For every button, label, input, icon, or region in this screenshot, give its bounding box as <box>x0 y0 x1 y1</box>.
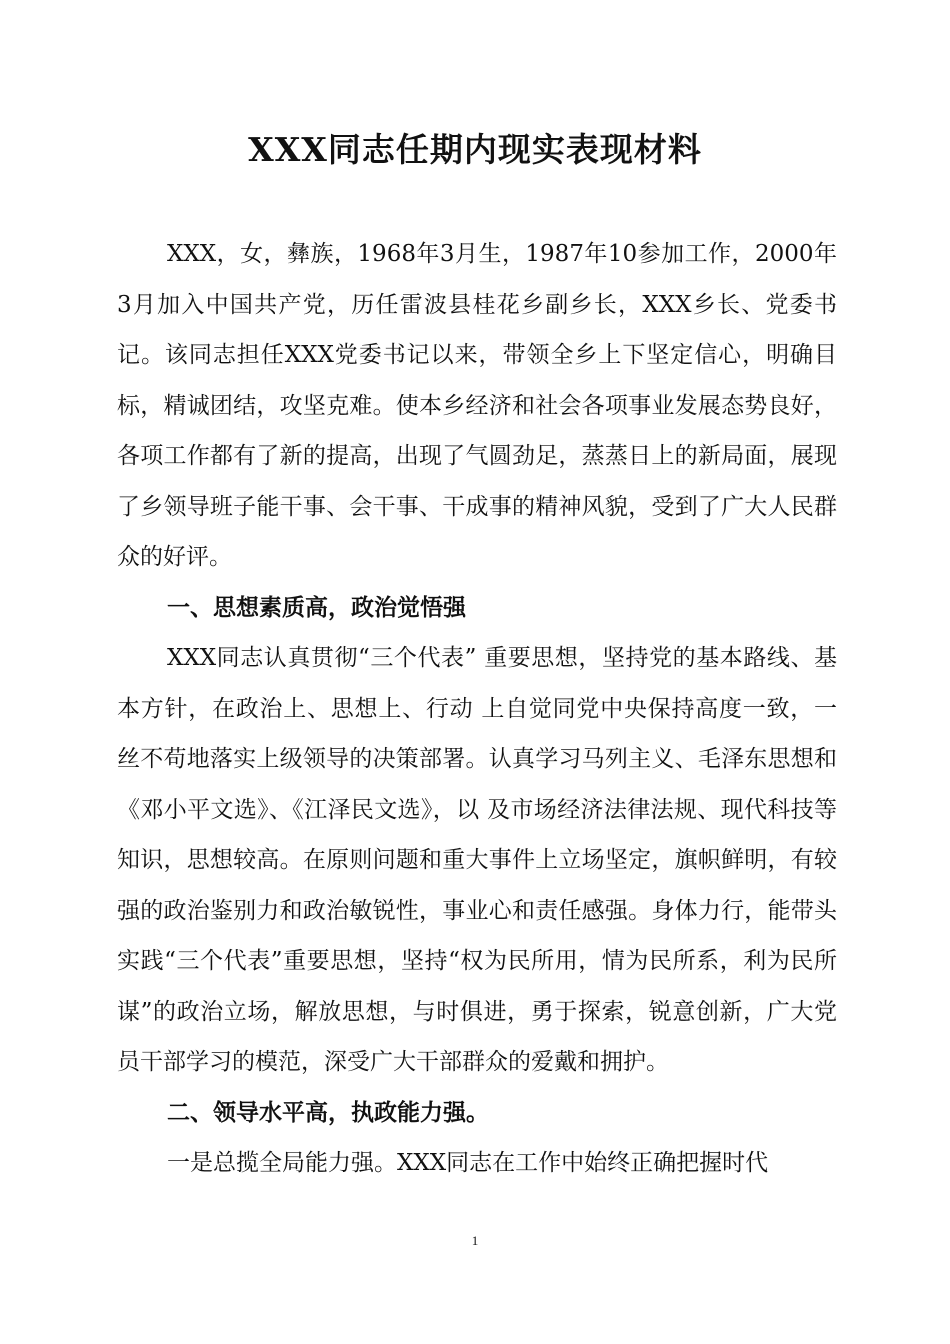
page-number: 1 <box>471 1233 479 1248</box>
intro-paragraph: XXX，女，彝族，1968年3月生，1987年10参加工作，2000年3月加入中国共产党，历任雷波县桂花乡副乡长，XXX乡长、党委书记。该同志担任XXX党委书记以来，带领全乡上下坚定信心，明确目标，精诚团结，攻坚克难。使本乡经济和社会各项事业发展态势良好，各项工作都有了新的提高，出现了气圆劲足，蒸蒸日上的新局面，展现了乡领导班子能干事、会干事、干成事的精神风貌，受到了广大人民群众的好评。 <box>117 241 837 570</box>
section-2-heading: 二、领导水平高，执政能力强。 <box>167 1098 489 1126</box>
document-body <box>117 229 837 1189</box>
section-1-heading: 一、思想素质高，政治觉悟强 <box>167 593 466 621</box>
section-1-paragraph: XXX同志认真贯彻“三个代表” 重要思想，坚持党的基本路线、基本方针，在政治上、思想上、行动 上自觉同党中央保持高度一致，一丝不苟地落实上级领导的决策部署。认真学习马列主义、毛泽东思想和《邓小平文选》、《江泽民文选》，以 及市场经济法律法规、现代科技等知识，思想较高。在原则问题和重大事件上立场坚定，旗帜鲜明，有较强的政治鉴别力和政治敏锐性，事业心和责任感强。身体力行，能带头实践“三个代表”重要思想，坚持“权为民所用，情为民所系，利为民所谋”的政治立场，解放思想，与时俱进，勇于探索，锐意创新，广大党员干部学习的模范，深受广大干部群众的爱戴和拥护。 <box>117 645 837 1075</box>
document-title: XXX同志任期内现实表现材料 <box>248 130 702 169</box>
section-2-paragraph: 一是总揽全局能力强。XXX同志在工作中始终正确把握时代 <box>167 1150 769 1176</box>
